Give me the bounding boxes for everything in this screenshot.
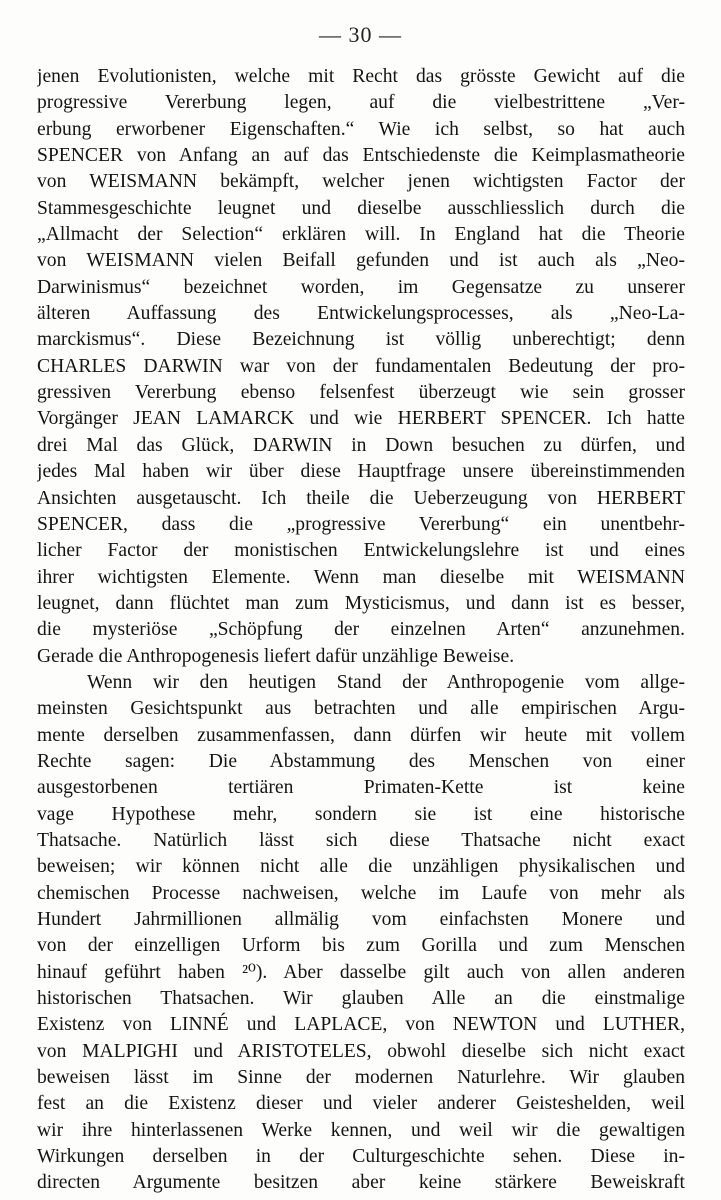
text-line: mente derselben zusammenfassen, dann dürfen wir heute mit vollem [37,724,685,746]
text-line: drei Mal das Glück, DARWIN in Down besuchen zu dürfen, und [37,434,685,456]
text-line: progressive Vererbung legen, auf die vielbestrittene „Ver- [37,92,685,114]
text-line: „Allmacht der Selection“ erklären will. In England hat die Theorie [37,224,685,246]
text-line: Stammesgeschichte leugnet und dieselbe ausschliesslich durch die [37,197,685,219]
text-line: älteren Auffassung des Entwickelungsprocesses, als „Neo-La- [37,303,685,325]
text-line: fest an die Existenz dieser und vieler anderer Geisteshelden, weil [37,1093,685,1115]
text-line: beweisen lässt im Sinne der modernen Naturlehre. Wir glauben [37,1067,685,1089]
text-line: Hundert Jahrmillionen allmälig vom einfachsten Monere und [37,909,685,930]
text-line: ausgestorbenen tertiären Primaten-Kette ist keine [37,777,685,799]
paragraph-end-line: Gerade die Anthropogenesis liefert dafür unzählige Beweise. [37,645,515,667]
text-line: CHARLES DARWIN war von der fundamentalen Bedeutung der pro- [37,355,685,377]
page-number: — 30 — [319,22,402,47]
text-line: jedes Mal haben wir über diese Hauptfrage unsere übereinstimmenden [37,461,685,483]
text-line: SPENCER, dass die „progressive Vererbung“ ein unentbehr- [37,513,685,535]
text-line: erbung erworbener Eigenschaften.“ Wie ich selbst, so hat auch [37,118,685,140]
text-line: Wirkungen derselben in der Culturgeschichte sehen. Diese in- [37,1146,685,1168]
text-line: Rechte sagen: Die Abstammung des Menschen von einer [37,750,685,772]
text-line: jenen Evolutionisten, welche mit Recht das grösste Gewicht auf die [37,66,685,87]
text-line: hinauf geführt haben ²⁰). Aber dasselbe gilt auch von allen anderen [37,961,685,983]
text-line: licher Factor der monistischen Entwickelungslehre ist und eines [37,540,685,562]
text-line: Darwinismus“ bezeichnet worden, im Gegensatze zu unserer [37,276,685,298]
text-line: directen Argumente besitzen aber keine stärkere Beweiskraft [37,1172,685,1194]
text-line: Thatsache. Natürlich lässt sich diese Thatsache nicht exact [37,829,685,851]
text-line: SPENCER von Anfang an auf das Entschiedenste die Keimplasmatheorie [37,145,685,167]
text-line: von WEISMANN vielen Beifall gefunden und ist auch als „Neo- [37,250,685,272]
text-line: vage Hypothese mehr, sondern sie ist eine historische [37,803,685,825]
text-line: Vorgänger JEAN LAMARCK und wie HERBERT SPENCER. Ich hatte [37,408,685,430]
text-line: die mysteriöse „Schöpfung der einzelnen Arten“ anzunehmen. [37,619,685,641]
text-line: chemischen Processe nachweisen, welche im Laufe von mehr als [37,882,685,904]
text-line: von MALPIGHI und ARISTOTELES, obwohl dieselbe sich nicht exact [37,1040,685,1062]
text-line: Existenz von LINNÉ und LAPLACE, von NEWTON und LUTHER, [37,1014,685,1036]
text-line: von WEISMANN bekämpft, welcher jenen wichtigsten Factor der [37,171,685,193]
paragraph-start-line: Wenn wir den heutigen Stand der Anthropogenie vom allge- [87,671,685,693]
text-line: meinsten Gesichtspunkt aus betrachten und alle empirischen Argu- [37,698,685,720]
text-line: ihrer wichtigsten Elemente. Wenn man dieselbe mit WEISMANN [37,566,685,588]
text-line: gressiven Vererbung ebenso felsenfest überzeugt wie sein grosser [37,382,685,404]
text-line: leugnet, dann flüchtet man zum Mysticismus, und dann ist es besser, [37,592,685,614]
text-line: marckismus“. Diese Bezeichnung ist völlig unberechtigt; denn [37,329,685,351]
text-line: von der einzelligen Urform bis zum Gorilla und zum Menschen [37,935,685,957]
text-line: beweisen; wir können nicht alle die unzähligen physikalischen und [37,856,685,878]
body-text [37,64,685,1197]
text-line: Ansichten ausgetauscht. Ich theile die Ueberzeugung von HERBERT [37,487,685,509]
text-line: wir ihre hinterlassenen Werke kennen, und weil wir die gewaltigen [37,1119,685,1141]
text-line: historischen Thatsachen. Wir glauben Alle an die einstmalige [37,988,685,1010]
